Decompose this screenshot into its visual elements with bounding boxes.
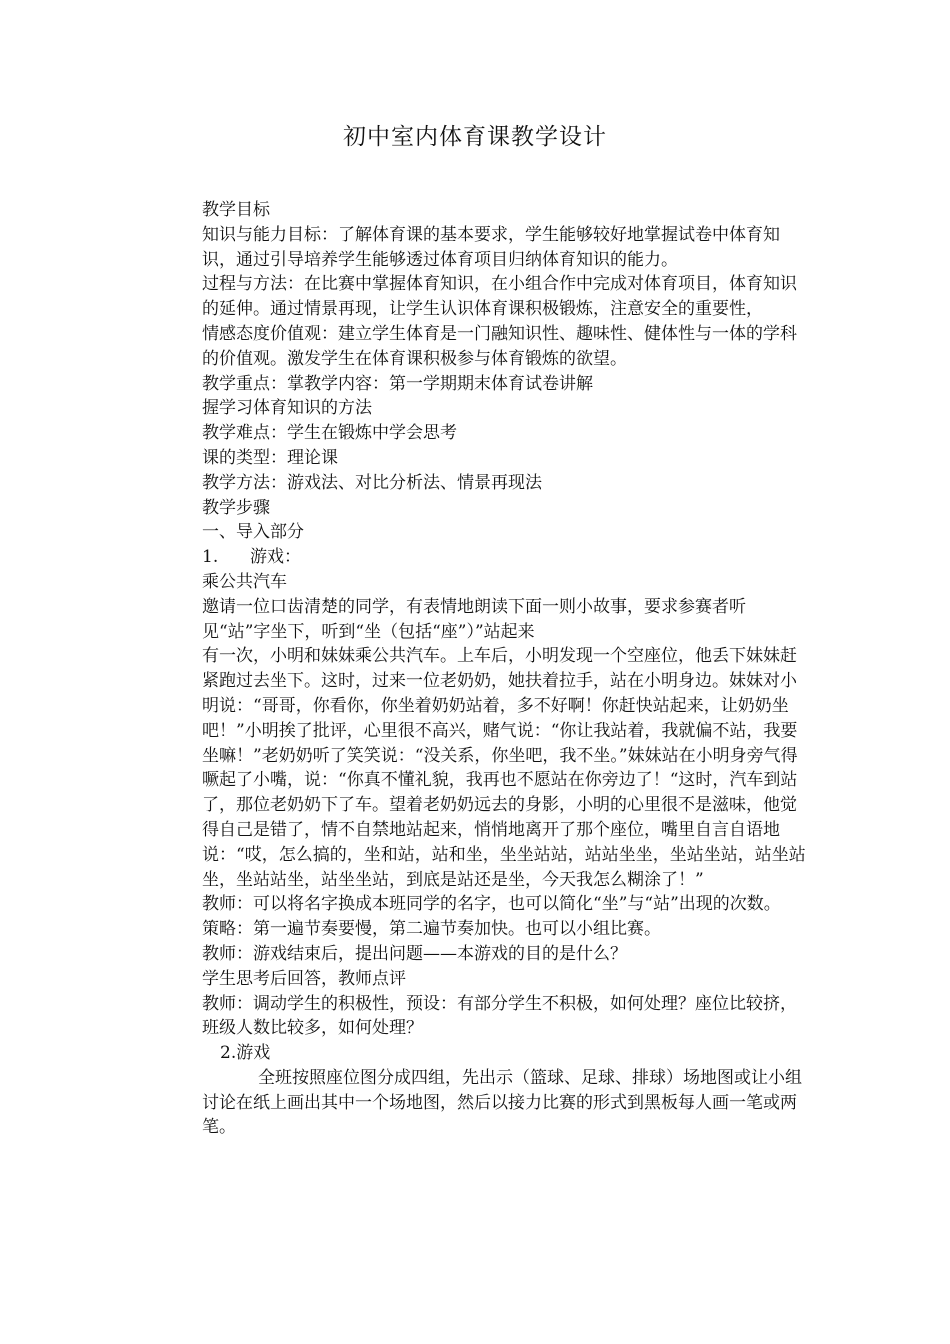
paragraph-strategy: 策略：第一遍节奏要慢，第二遍节奏加快。也可以小组比赛。 [202, 919, 661, 940]
paragraph-student-answer: 学生思考后回答，教师点评 [202, 968, 406, 989]
paragraph-teacher-note-1: 教师：可以将名字换成本班同学的名字，也可以简化“坐”与“站”出现的次数。 [202, 894, 781, 915]
paragraph-key-points-cont: 握学习体育知识的方法 [202, 398, 372, 419]
step-one-number: 1. [202, 547, 219, 568]
section-heading-objectives: 教学目标 [202, 200, 270, 220]
section-heading-steps: 教学步骤 [202, 497, 270, 518]
paragraph-teaching-methods: 教学方法：游戏法、对比分析法、情景再现法 [202, 472, 542, 493]
paragraph-values-goal: 情感态度价值观：建立学生体育是一门融知识性、趣味性、健体性与一体的学科的价值观。激发学生在体育课积极参与体育锻炼的欲望。 [202, 323, 797, 369]
document-title: 初中室内体育课教学设计 [343, 124, 607, 150]
step-two-heading: 2.游戏 [220, 1043, 271, 1064]
paragraph-game-two: 全班按照座位图分成四组，先出示（篮球、足球、排球）场地图或让小组讨论在纸上画出其中一个场地图，然后以接力比赛的形式到黑板每人画一笔或两笔。 [202, 1067, 802, 1138]
section-heading-intro: 一、导入部分 [202, 522, 304, 543]
game-title-bus: 乘公共汽车 [202, 571, 287, 592]
paragraph-process-method: 过程与方法：在比赛中掌握体育知识，在小组合作中完成对体育项目，体育知识的延伸。通过情景再现，让学生认识体育课积极锻炼，注意安全的重要性， [202, 274, 797, 320]
paragraph-game-instructions: 邀请一位口齿清楚的同学，有表情地朗读下面一则小故事，要求参赛者听见“站”字坐下，听到“坐（包括“座”）”站起来 [202, 596, 746, 642]
step-one-label: 游戏： [250, 547, 301, 568]
paragraph-key-points: 教学重点：掌教学内容：第一学期期末体育试卷讲解 [202, 373, 593, 394]
paragraph-lesson-type: 课的类型：理论课 [202, 447, 338, 468]
paragraph-teacher-note-3: 教师：调动学生的积极性，预设：有部分学生不积极，如何处理？座位比较挤，班级人数比较多，如何处理？ [202, 993, 797, 1039]
step-one-line [202, 545, 812, 570]
paragraph-teacher-note-2: 教师：游戏结束后，提出问题——本游戏的目的是什么？ [202, 943, 627, 964]
document-body [202, 198, 812, 1140]
paragraph-difficulties: 教学难点：学生在锻炼中学会思考 [202, 423, 457, 444]
paragraph-story: 有一次，小明和妹妹乘公共汽车。上车后，小明发现一个空座位，他丢下妹妹赶紧跑过去坐下。这时，过来一位老奶奶，她扶着拉手，站在小明身边。妹妹对小明说：“哥哥，你看你，你坐着奶奶站着，多不好啊！你赶快站起来，让奶奶坐吧！”小明挨了批评，心里很不高兴，赌气说：“你让我站着，我就偏不站，我要坐嘛！”老奶奶听了笑笑说：“没关系，你坐吧，我不坐。”妹妹站在小明身旁气得噘起了小嘴，说：“你真不懂礼貌，我再也不愿站在你旁边了！“这时，汽车到站了，那位老奶奶下了车。望着老奶奶远去的身影，小明的心里很不是滋味，他觉得自己是错了，情不自禁地站起来，悄悄地离开了那个座位，嘴里自言自语地说：“哎，怎么搞的，坐和站，站和坐，坐坐站站，站站坐坐，坐站坐站，站坐站坐，坐站站坐，站坐坐站，到底是站还是坐，今天我怎么糊涂了！” [202, 646, 806, 890]
paragraph-knowledge-goal: 知识与能力目标：了解体育课的基本要求，学生能够较好地掌握试卷中体育知识，通过引导培养学生能够透过体育项目归纳体育知识的能力。 [202, 224, 780, 270]
